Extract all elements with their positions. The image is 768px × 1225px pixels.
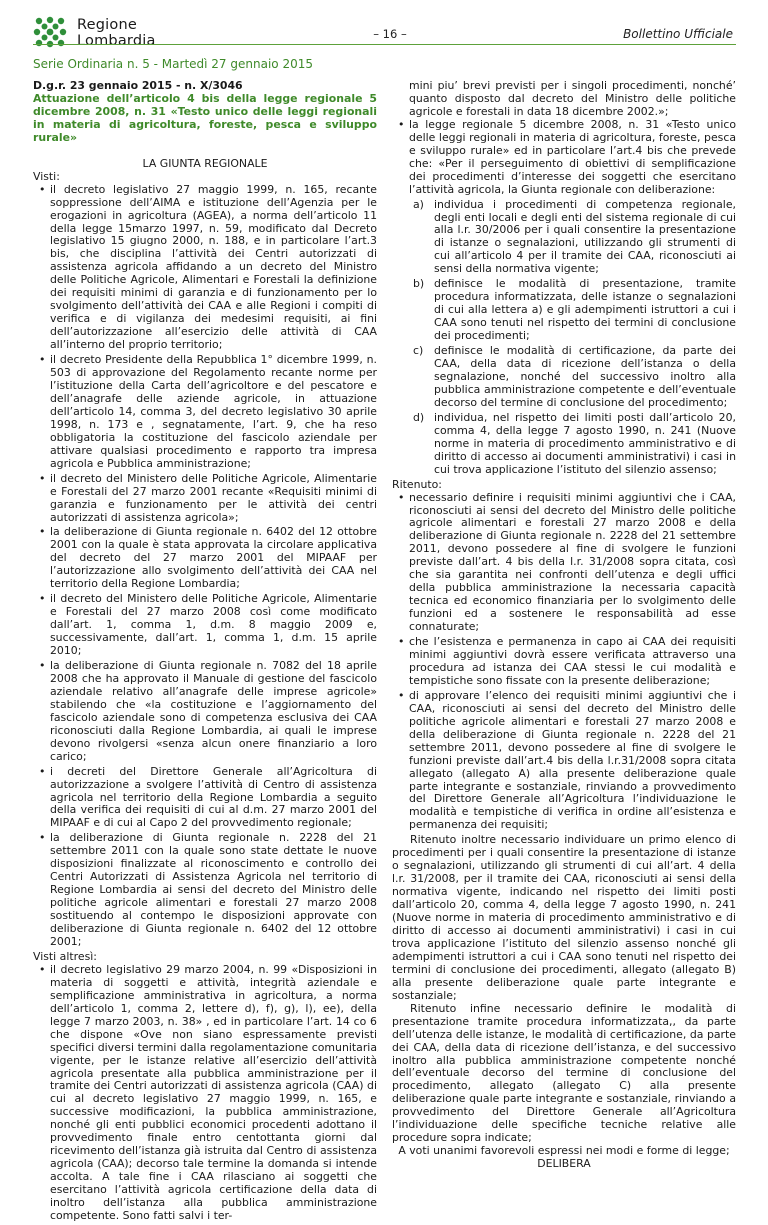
continuation-text: mini piu’ brevi previsti per i singoli procedimenti, nonché’ quanto disposto dal decreto del Ministro delle politiche agricole e forestali in data 18 dicembre 2002.»; <box>409 79 736 118</box>
list-item: • il decreto del Ministero delle Politiche Agricole, Alimentarie e Forestali del 27 marzo 2008 così come modificato dall’art. 1, comma 1, d.m. 8 maggio 2009 e, successivamente, dall’art. 1, comma 1, d.m. 15 aprile 2010; <box>33 593 377 658</box>
list-item: • necessario definire i requisiti minimi aggiuntivi che i CAA, riconosciuti ai sensi del decreto del Ministro delle politiche agricole alimentari e forestali 27 marzo 2008 e della deliberazione di Giunta regionale n. 2228 del 21 settembre 2011, devono possedere al fine di svolgere le funzioni previste dall’art. 4 bis della l.r. 31/2008 sopra citata, così che sia garantita nei confronti dell’utenza e degli uffici della pubblica amministrazione la necessaria capacità tecnica ed economico finanziaria per lo svolgimento delle funzioni ed a sostenere le responsabilità ad esse connaturate; <box>392 492 736 634</box>
item-letter: a) <box>413 197 424 211</box>
paragraph: Ritenuto infine necessario definire le modalità di presentazione tramite procedura informatizzata,, da parte dell’utenza delle istanze, le modalità di certificazione, da parte dei CAA, della data di ricezione dell’istanza, e del successivo inoltro alla pubblica amministrazione competente nonché dell’eventuale decorso del termine di conclusione del procedimento, allegato (allegato C) alla presente deliberazione quale parte integrante e sostanziale, rinviando a provvedimento del Direttore Generale all’Agricoltura l’individuazione delle specifiche tecniche relative alle procedure sopra indicate; <box>392 1001 736 1145</box>
item-letter: c) <box>413 344 424 358</box>
list-item: • il decreto legislativo 29 marzo 2004, n. 99 «Disposizioni in materia di soggetti e attività, integrità aziendale e semplificazione amministrativa in agricoltura, a norma dell’articolo 1, comma 2, lettere d), f), g), l), ee), della legge 7 marzo 2003, n. 38» , ed in particolare l’art. 14 co 6 che dispone «Ove non siano espressamente previsti specifici diversi termini dalla regolamentazione comunitaria vigente, per le istanze relative all’esercizio dell’attività agricola presentate alla pubblica amministrazione per il tramite dei Centri autorizzati di assistenza agricola (CAA) di cui al decreto legislativo 27 maggio 1999, n. 165, e successive modificazioni, la pubblica amministrazione, nonché gli enti pubblici economici procedenti adottano il provvedimento finale entro centottanta giorni dal ricevimento dell’istanza già istruita dal Centro di assistenza agricola (CAA); decorso tale termine la domanda si intende accolta. A tale fine i CAA rilasciano ai soggetti che esercitano l’attività agricola certificazione della data di inoltro dell’istanza alla pubblica amministrazione competente. Sono fatti salvi i ter- <box>33 964 377 1223</box>
series-line: Serie Ordinaria n. 5 - Martedì 27 gennaio 2015 <box>33 57 313 71</box>
delibera-heading: DELIBERA <box>537 1157 591 1171</box>
ritenuto-list <box>392 492 736 833</box>
list-item <box>409 278 736 343</box>
lr-list <box>392 119 736 197</box>
item-text: definisce le modalità di presentazione, tramite procedura informatizzata, delle istanze o segnalazioni di cui alla lettera a) e gli adempimenti istruttori a cui i CAA sono tenuti nel rispetto dei termini di conclusione dei procedimenti; <box>434 277 736 343</box>
item-text: definisce le modalità di certificazione, da parte dei CAA, della data di ricezione dell’istanza o della segnalazione, nonché del successivo inoltro alla pubblica amministrazione competente e dell’eventuale decorso del termine di conclusione del procedimento; <box>434 344 736 409</box>
act-subject: Attuazione dell’articolo 4 bis della legge regionale 5 dicembre 2008, n. 31 «Testo unico delle leggi regionali in materia di agricoltura, foreste, pesca e sviluppo rurale» <box>33 91 377 144</box>
list-item <box>409 345 736 410</box>
list-item: • la deliberazione di Giunta regionale n. 7082 del 18 aprile 2008 che ha approvato il Manuale di gestione del fascicolo aziendale relativo all’anagrafe delle imprese agricole» stabilendo che «la costituzione e l’aggiornamento del fascicolo aziendale sono di competenza esclusiva dei CAA riconosciuti dalla Regione Lombardia, ai quali le imprese devono rivolgersi «senza alcun onere finanziario a loro carico; <box>33 660 377 764</box>
visti-list <box>33 184 377 949</box>
list-item: • la legge regionale 5 dicembre 2008, n. 31 «Testo unico delle leggi regionali in materia di agricoltura, foreste, pesca e sviluppo rurale» ed in particolare l’art.4 bis che prevede che: «Per il perseguimento di obiettivi di semplificazione dei procedimenti d’interesse dei soggetti che esercitano l’attività agricola, la Giunta regionale con deliberazione: <box>392 119 736 197</box>
item-text: individua i procedimenti di competenza regionale, degli enti locali e degli enti del sistema regionale di cui alla l.r. 30/2006 per i quali consentire la presentazione di istanze o segnalazioni, utilizzando gli strumenti di cui all’articolo 4 per il tramite dei CAA, riconosciuti ai sensi della normativa vigente; <box>434 197 736 276</box>
bulletin-title: Bollettino Ufficiale <box>623 27 733 41</box>
left-column <box>33 80 377 1225</box>
list-item: • di approvare l’elenco dei requisiti minimi aggiuntivi che i CAA, riconosciuti ai sensi del decreto del Ministro delle politiche agricole alimentari e forestali 27 marzo 2008 e della deliberazione di Giunta regionale n. 2228 del 21 settembre 2011, devono possedere al fine di svolgere le funzioni previste dall’art.4 bis della l.r.31/2008 sopra citata allegato (allegato A) alla presente deliberazione quale parte integrante e sostanziale, rinviando a provvedimento del Direttore Generale all’Agricoltura l’individuazione le modalità e tempistiche di verifica in ordine all’esistenza e permanenza dei requisiti; <box>392 690 736 832</box>
list-item: • il decreto del Ministero delle Politiche Agricole, Alimentarie e Forestali del 27 marzo 2001 recante «Requisiti minimi di garanzia e funzionamento per le attività dei centri autorizzati di assistenza agricola»; <box>33 473 377 525</box>
list-item: • la deliberazione di Giunta regionale n. 2228 del 21 settembre 2011 con la quale sono state dettate le nuove disposizioni finalizzate al riconoscimento e controllo dei Centri Autorizzati di Assistenza Agricola nel territorio di Regione Lombardia ai sensi del decreto del Ministro delle politiche agricole alimentari e forestali 27 marzo 2008 sostituendo al contempo le disposizioni approvate con deliberazione di Giunta regionale n. 6402 del 12 ottobre 2001; <box>33 832 377 949</box>
item-letter: b) <box>413 277 425 291</box>
list-item <box>409 199 736 277</box>
page-number: – 16 – <box>373 27 407 41</box>
logo-text-lombardia: Lombardia <box>77 33 156 49</box>
item-text: individua, nel rispetto dei limiti posti dall’articolo 20, comma 4, della legge 7 agosto 1990, n. 241 (Nuove norme in materia di procedimento amministrativo e di diritto di accesso ai documenti amministrativi) i casi in cui trova applicazione l’istituto del silenzio assenso; <box>434 410 736 476</box>
visti-altresi-list <box>33 964 377 1223</box>
list-item: • che l’esistenza e permanenza in capo ai CAA dei requisiti minimi aggiuntivi dovrà essere verificata attraverso una procedura ad istanza dei CAA stessi le cui modalità e tempistiche sono fissate con la presente deliberazione; <box>392 636 736 688</box>
giunta-tasks-list <box>392 199 736 477</box>
paragraph: Ritenuto inoltre necessario individuare un primo elenco di procedimenti per i quali consentire la presentazione di istanze o segnalazioni, utilizzando gli strumenti di cui all’art. 4 della l.r. 31/2008, per il tramite dei CAA, riconosciuti ai sensi della normativa vigente, indicando nel rispetto dei limiti posti dall’articolo 20, comma 4, della legge 7 agosto 1990, n. 241 (Nuove norme in materia di procedimento amministrativo e di diritto di accesso ai documenti amministrativi) i casi in cui trova applicazione l’istituto del silenzio assenso nonché gli adempimenti istruttori a cui i CAA sono tenuti nel rispetto dei termini di conclusione dei procedimenti, allegato (allegato B) alla presente deliberazione quale parte integrante e sostanziale; <box>392 833 736 1002</box>
list-item <box>409 412 736 477</box>
giunta-heading: LA GIUNTA REGIONALE <box>142 156 268 170</box>
ritenuto-label: Ritenuto: <box>392 477 442 491</box>
page-header <box>0 0 768 76</box>
right-column <box>392 80 736 1171</box>
list-item: • i decreti del Direttore Generale all’Agricoltura di autorizzazione a svolgere l’attività di Centro di assistenza agricola nel territorio della Regione Lombardia a seguito della verifica dei requisiti di cui al d.m. 27 marzo 2001 del MIPAAF e di cui al Capo 2 del provvedimento regionale; <box>33 766 377 831</box>
item-letter: d) <box>413 410 425 424</box>
voti-line: A voti unanimi favorevoli espressi nei modi e forme di legge; <box>398 1144 730 1158</box>
visti-altresi-label: Visti altresì: <box>33 949 97 963</box>
visti-label: Visti: <box>33 169 60 183</box>
list-item: • il decreto Presidente della Repubblica 1° dicembre 1999, n. 503 di approvazione del Regolamento recante norme per l’istituzione della Carta dell’agricoltore e del pescatore e dell’anagrafe delle aziende agricole, in attuazione dell’articolo 14, comma 3, del decreto legislativo 30 aprile 1998, n. 173 e , segnatamente, l’art. 9, che ha reso obbligatoria la costituzione del fascicolo aziendale per attivare qualsiasi procedimento e rapporto tra impresa agricola e Pubblica amministrazione; <box>33 354 377 471</box>
header-divider <box>33 44 736 45</box>
list-item: • il decreto legislativo 27 maggio 1999, n. 165, recante soppressione dell’AIMA e istituzione dell’Agenzia per le erogazioni in agricoltura (AGEA), a norma dell’articolo 11 della legge 15marzo 1997, n. 59, modificato dal Decreto legislativo 15 giugno 2000, n. 188, e in particolare l’art.3 bis, che disciplina l’attività dei Centri autorizzati di assistenza agricola affidando a un decreto del Ministro delle Politiche Agricole, Alimentari e Forestali la definizione dei requisiti minimi di garanzia e di funzionamento per lo svolgimento dell’attività dei CAA e alle Regioni i compiti di verifica e di vigilanza dei medesimi requisiti, ai fini dell’autorizzazione all’esercizio delle attività di CAA all’interno del proprio territorio; <box>33 184 377 352</box>
act-title: D.g.r. 23 gennaio 2015 - n. X/3046 <box>33 79 243 92</box>
logo-text-regione: Regione <box>77 17 137 33</box>
list-item: • la deliberazione di Giunta regionale n. 6402 del 12 ottobre 2001 con la quale è stata approvata la circolare applicativa del decreto del 27 marzo 2001 del MIPAAF per l’autorizzazione allo svolgimento dell’attività dei CAA nel territorio della Regione Lombardia; <box>33 526 377 591</box>
